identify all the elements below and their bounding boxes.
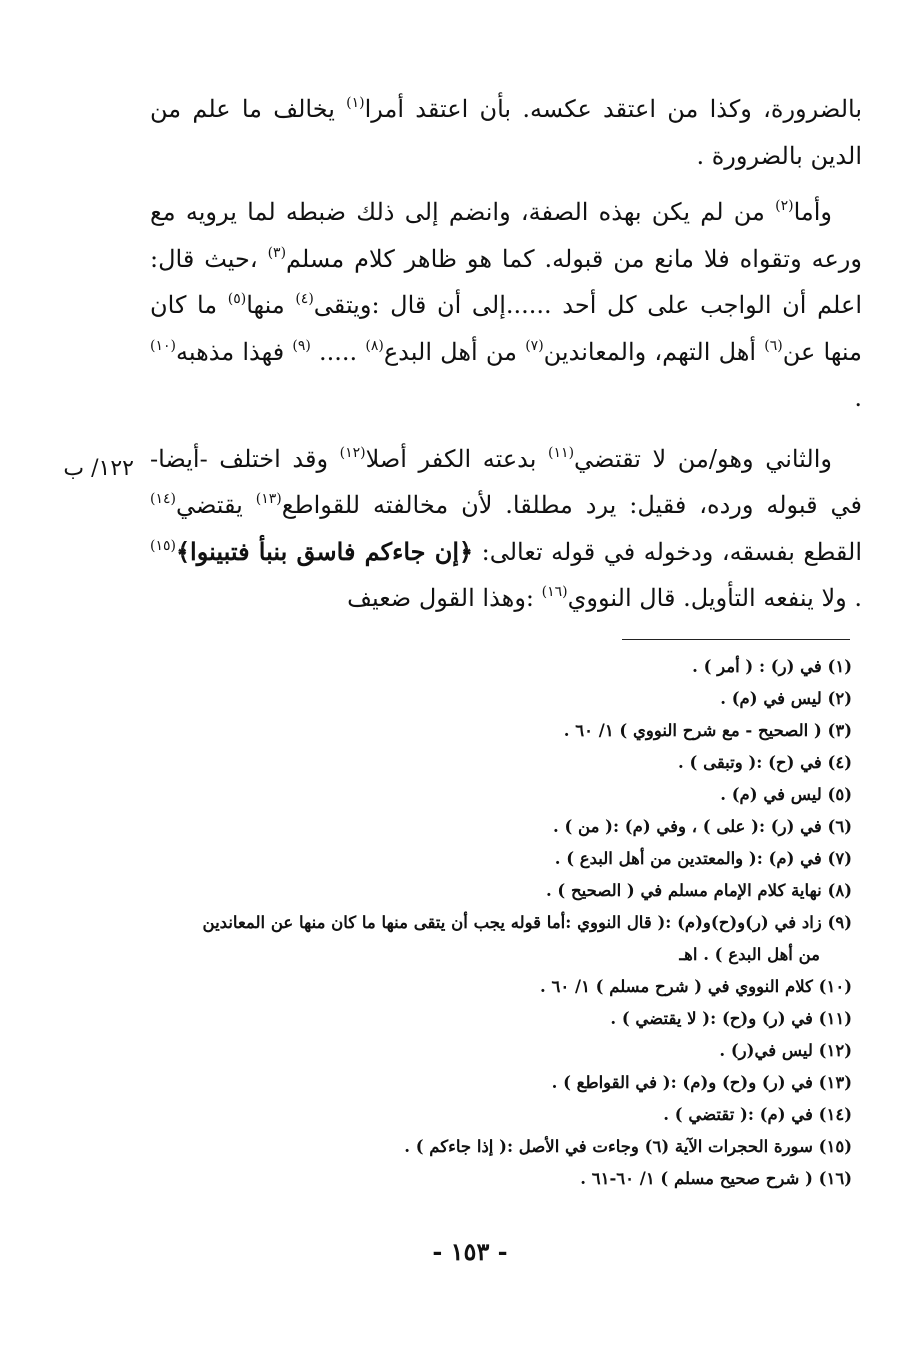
footnote: (١٤) في (م) :( تقتضي ) . bbox=[663, 1105, 852, 1124]
footnote: (٨) نهاية كلام الإمام مسلم في ( الصحيح ) . bbox=[545, 881, 852, 900]
page-number: - ١٥٣ - bbox=[432, 1237, 508, 1266]
footnote: (١٣) في (ر) و(ح) و(م) :( في القواطع ) . bbox=[551, 1073, 852, 1092]
footnote-ref: (٧) bbox=[525, 337, 544, 354]
footnote: (١٦) ( شرح صحيح مسلم ) ١/ ٦٠-٦١ . bbox=[580, 1169, 852, 1188]
footnote-ref: (٩) bbox=[292, 337, 311, 354]
main-text bbox=[150, 86, 862, 622]
footnote-ref: (١٢) bbox=[339, 444, 366, 461]
text-run: يخالف ما علم من الدين بالضرورة . bbox=[150, 95, 862, 170]
footnote: (٢) ليس في (م) . bbox=[720, 689, 852, 708]
footnote-ref: (١) bbox=[346, 95, 365, 111]
text-run: من أهل البدع bbox=[383, 337, 526, 366]
footnote: (٦) في (ر) :( على ) ، وفي (م) :( من ) . bbox=[552, 817, 852, 836]
quran-verse: ﴿إن جاءكم فاسق بنبأ فتبينوا﴾ bbox=[175, 536, 474, 566]
paragraph-1 bbox=[150, 86, 862, 179]
footnote: (٩) زاد في (ر)و(ح)و(م) :( قال النووي :أما قوله يجب أن يتقى منها ما كان منها عن المعاندين bbox=[202, 913, 852, 932]
footnote: (١١) في (ر) و(ح) :( لا يقتضي ) . bbox=[610, 1009, 852, 1028]
footnote: (٧) في (م) :( والمعتدين من أهل البدع ) . bbox=[554, 849, 852, 868]
text-run: ..... bbox=[310, 337, 366, 366]
manuscript-folio-marker: ١٢٢/ ب bbox=[63, 456, 134, 481]
footnote-ref: (٦) bbox=[764, 337, 783, 354]
footnote-continuation: من أهل البدع ) . اهـ bbox=[679, 945, 820, 964]
text-run: فهذا مذهبه bbox=[175, 337, 293, 366]
footnote-ref: (٥) bbox=[227, 291, 247, 307]
text-run: . ولا ينفعه التأويل. قال النووي bbox=[567, 584, 862, 612]
footnote-ref: (١٥) bbox=[150, 537, 176, 554]
footnote-ref: (٣) bbox=[267, 244, 287, 261]
footnote-separator bbox=[622, 639, 850, 640]
text-run: يقتضي bbox=[175, 491, 256, 519]
text-run: منها bbox=[246, 291, 296, 319]
footnote-ref: (١٠) bbox=[150, 337, 176, 354]
footnote-ref: (٤) bbox=[295, 291, 314, 307]
text-run: :وهذا القول ضعيف bbox=[347, 584, 542, 612]
paragraph-3 bbox=[150, 436, 862, 622]
footnote-ref: (١١) bbox=[548, 444, 575, 461]
footnote: (١) في (ر) : ( أمر ) . bbox=[692, 657, 852, 676]
text-run: وقد اختلف -أيضا- في قبوله ورده، فقيل: يرد مطلقا. لأن مخالفته للقواطع bbox=[150, 444, 862, 519]
text-run: القطع بفسقه، ودخوله في قوله تعالى: bbox=[473, 537, 862, 566]
footnote-ref: (١٤) bbox=[150, 491, 176, 507]
text-run: . bbox=[854, 384, 862, 412]
footnote: (١٠) كلام النووي في ( شرح مسلم ) ١/ ٦٠ . bbox=[540, 977, 852, 996]
footnotes-section bbox=[140, 651, 852, 1195]
footnote: (٥) ليس في (م) . bbox=[720, 785, 852, 804]
footnote-ref: (٢) bbox=[775, 198, 794, 214]
text-run: ما كان منها عن bbox=[150, 291, 863, 366]
footnote: (١٢) ليس في(ر) . bbox=[719, 1041, 852, 1060]
text-run: ،حيث قال: اعلم أن الواجب على كل أحد ......إلى أن قال :ويتقى bbox=[150, 244, 862, 319]
text-run: بدعته الكفر أصلا bbox=[365, 444, 549, 473]
footnote-ref: (٨) bbox=[365, 337, 384, 354]
footnote-ref: (١٣) bbox=[255, 491, 282, 507]
footnote: (١٥) سورة الحجرات الآية (٦) وجاءت في الأصل :( إذا جاءكم ) . bbox=[404, 1137, 852, 1156]
text-run: من لم يكن بهذه الصفة، وانضم إلى ذلك ضبطه لما يرويه مع ورعه وتقواه فلا مانع من قبوله. كما هو ظاهر كلام مسلم bbox=[150, 198, 862, 273]
text-run: بالضرورة، وكذا من اعتقد عكسه. بأن اعتقد أمرا bbox=[364, 95, 862, 123]
text-run: وأما bbox=[793, 198, 832, 226]
footnote: (٤) في (ح) :( وتبقى ) . bbox=[678, 753, 852, 772]
text-run: أهل التهم، والمعاندين bbox=[543, 337, 765, 366]
text-run: والثاني وهو/من لا تقتضي bbox=[574, 444, 832, 473]
footnote-ref: (١٦) bbox=[541, 584, 568, 600]
footnote: (٣) ( الصحيح - مع شرح النووي ) ١/ ٦٠ . bbox=[563, 721, 852, 740]
paragraph-2 bbox=[150, 189, 862, 422]
